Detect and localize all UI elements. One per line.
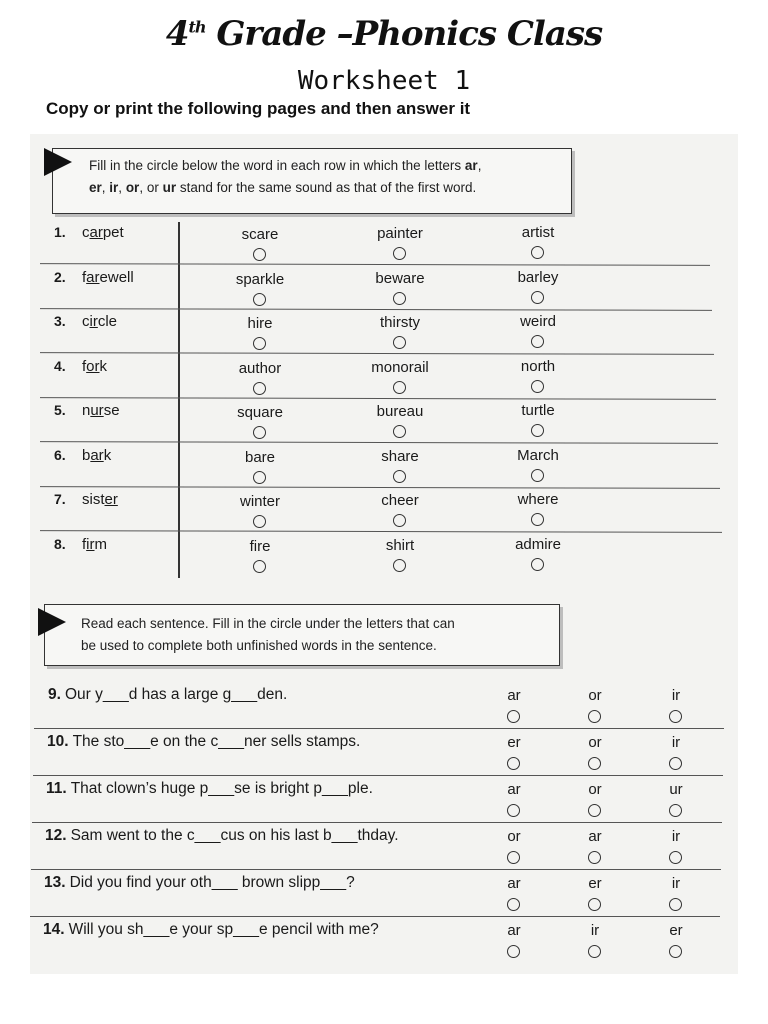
option-letters: ir [671, 734, 681, 751]
sentence: 11. That clown’s huge p___se is bright p___ple. [46, 780, 373, 797]
item-number: 2. [54, 268, 66, 285]
row-divider [32, 822, 722, 823]
answer-bubble[interactable] [531, 513, 544, 526]
answer-bubble[interactable] [531, 558, 544, 571]
answer-bubble[interactable] [507, 898, 520, 911]
row-divider [40, 352, 714, 355]
option-letters: ir [671, 828, 681, 845]
answer-bubble[interactable] [588, 804, 601, 817]
answer-bubble[interactable] [393, 514, 406, 527]
part1-directions-line2: er, ir, or, or ur stand for the same sound as that of the first word. [89, 180, 477, 195]
sentence: 13. Did you find your oth___ brown slipp___? [44, 874, 355, 891]
item-number: 6. [54, 446, 66, 463]
answer-bubble[interactable] [393, 292, 406, 305]
answer-bubble[interactable] [531, 469, 544, 482]
arrow-icon [38, 608, 66, 636]
sentence: 14. Will you sh___e your sp___e pencil with me? [43, 921, 379, 938]
arrow-icon [44, 148, 72, 176]
option-letters: ar [507, 922, 521, 939]
part1-directions-box [52, 148, 572, 214]
answer-bubble[interactable] [253, 248, 266, 261]
answer-bubble[interactable] [588, 757, 601, 770]
answer-bubble[interactable] [531, 291, 544, 304]
answer-bubble[interactable] [531, 380, 544, 393]
option-word: barley [517, 268, 559, 286]
answer-bubble[interactable] [393, 559, 406, 572]
answer-bubble[interactable] [588, 898, 601, 911]
answer-bubble[interactable] [588, 710, 601, 723]
option-word: weird [520, 313, 556, 330]
answer-bubble[interactable] [253, 293, 266, 306]
row-divider [40, 530, 722, 533]
option-letters: or [588, 687, 602, 704]
answer-bubble[interactable] [669, 898, 682, 911]
target-word: circle [82, 313, 118, 330]
option-word: beware [375, 269, 425, 287]
row-divider [34, 728, 724, 729]
option-letters: ar [507, 781, 521, 798]
answer-bubble[interactable] [507, 710, 520, 723]
option-word: sparkle [235, 270, 285, 288]
answer-bubble[interactable] [253, 426, 266, 439]
row-divider [40, 308, 712, 311]
option-letters: ar [588, 828, 602, 845]
answer-bubble[interactable] [253, 515, 266, 528]
option-word: March [517, 446, 559, 464]
row-divider [40, 486, 720, 489]
option-letters: ar [507, 687, 521, 704]
item-number: 8. [54, 535, 66, 552]
row-divider [40, 441, 718, 444]
instructions-text: Copy or print the following pages and then answer it [46, 99, 471, 118]
item-number: 1. [54, 224, 66, 240]
answer-bubble[interactable] [393, 425, 406, 438]
answer-bubble[interactable] [253, 471, 266, 484]
option-letters: or [588, 734, 602, 751]
option-word: winter [239, 493, 280, 510]
answer-bubble[interactable] [507, 757, 520, 770]
part2-directions-box [44, 604, 560, 666]
option-word: share [381, 447, 419, 465]
answer-bubble[interactable] [253, 337, 266, 350]
answer-bubble[interactable] [253, 382, 266, 395]
target-word: farewell [82, 268, 134, 286]
option-word: hire [247, 315, 273, 332]
item-number: 5. [54, 402, 66, 418]
answer-bubble[interactable] [507, 851, 520, 864]
option-letters: or [588, 781, 602, 798]
answer-bubble[interactable] [588, 851, 601, 864]
option-letters: ur [669, 781, 683, 798]
sentence: 10. The sto___e on the c___ner sells stamps. [47, 733, 361, 750]
target-word: bark [82, 446, 112, 464]
part2-directions-line2: be used to complete both unfinished words in the sentence. [81, 638, 437, 653]
item-number: 3. [54, 313, 66, 329]
option-word: fire [249, 537, 271, 555]
answer-bubble[interactable] [531, 246, 544, 259]
option-letters: ir [671, 875, 681, 892]
option-letters: er [669, 922, 683, 939]
answer-bubble[interactable] [393, 336, 406, 349]
option-word: where [517, 491, 559, 508]
answer-bubble[interactable] [393, 470, 406, 483]
option-word: bare [244, 448, 276, 466]
option-word: shirt [385, 536, 415, 554]
row-divider [40, 397, 716, 400]
answer-bubble[interactable] [669, 804, 682, 817]
row-divider [31, 869, 721, 870]
sentence: 12. Sam went to the c___cus on his last b___thday. [45, 827, 399, 844]
answer-bubble[interactable] [393, 247, 406, 260]
answer-bubble[interactable] [531, 335, 544, 348]
answer-bubble[interactable] [531, 424, 544, 437]
part2-directions-line1: Read each sentence. Fill in the circle under the letters that can [81, 616, 455, 631]
option-letters: er [507, 734, 521, 751]
item-number: 4. [54, 357, 66, 374]
part1-directions-line1: Fill in the circle below the word in each row in which the letters ar, [89, 158, 482, 173]
option-word: turtle [521, 402, 555, 419]
option-word: cheer [381, 492, 419, 509]
option-word: square [237, 404, 283, 421]
option-letters: or [507, 828, 521, 845]
item-number: 7. [54, 491, 66, 507]
row-divider [30, 916, 720, 917]
option-word: author [238, 359, 282, 377]
option-word: bureau [376, 403, 424, 420]
option-word: north [520, 357, 556, 375]
option-word: artist [521, 224, 555, 241]
target-word: fork [82, 357, 108, 375]
sentence: 9. Our y___d has a large g___den. [48, 686, 288, 703]
row-divider [40, 263, 710, 266]
option-word: monorail [371, 358, 429, 376]
worksheet-page [30, 134, 738, 974]
answer-bubble[interactable] [393, 381, 406, 394]
answer-bubble[interactable] [669, 851, 682, 864]
worksheet-subtitle: Worksheet 1 [297, 66, 471, 96]
option-letters: ar [507, 875, 521, 892]
target-word: nurse [82, 402, 120, 419]
option-letters: ir [671, 687, 681, 704]
target-word: carpet [82, 224, 124, 241]
answer-bubble[interactable] [669, 757, 682, 770]
answer-bubble[interactable] [669, 945, 682, 958]
worksheet-title: 4th Grade –Phonics Class [165, 14, 603, 54]
answer-bubble[interactable] [669, 710, 682, 723]
target-word: firm [82, 535, 107, 553]
option-word: admire [515, 535, 561, 553]
option-letters: ir [590, 922, 600, 939]
target-word: sister [82, 491, 118, 508]
answer-bubble[interactable] [253, 560, 266, 573]
row-divider [33, 775, 723, 776]
answer-bubble[interactable] [507, 804, 520, 817]
option-word: scare [241, 226, 279, 243]
option-letters: er [588, 875, 602, 892]
column-divider [178, 222, 180, 578]
answer-bubble[interactable] [588, 945, 601, 958]
option-word: thirsty [379, 314, 420, 331]
answer-bubble[interactable] [507, 945, 520, 958]
option-word: painter [377, 225, 423, 242]
